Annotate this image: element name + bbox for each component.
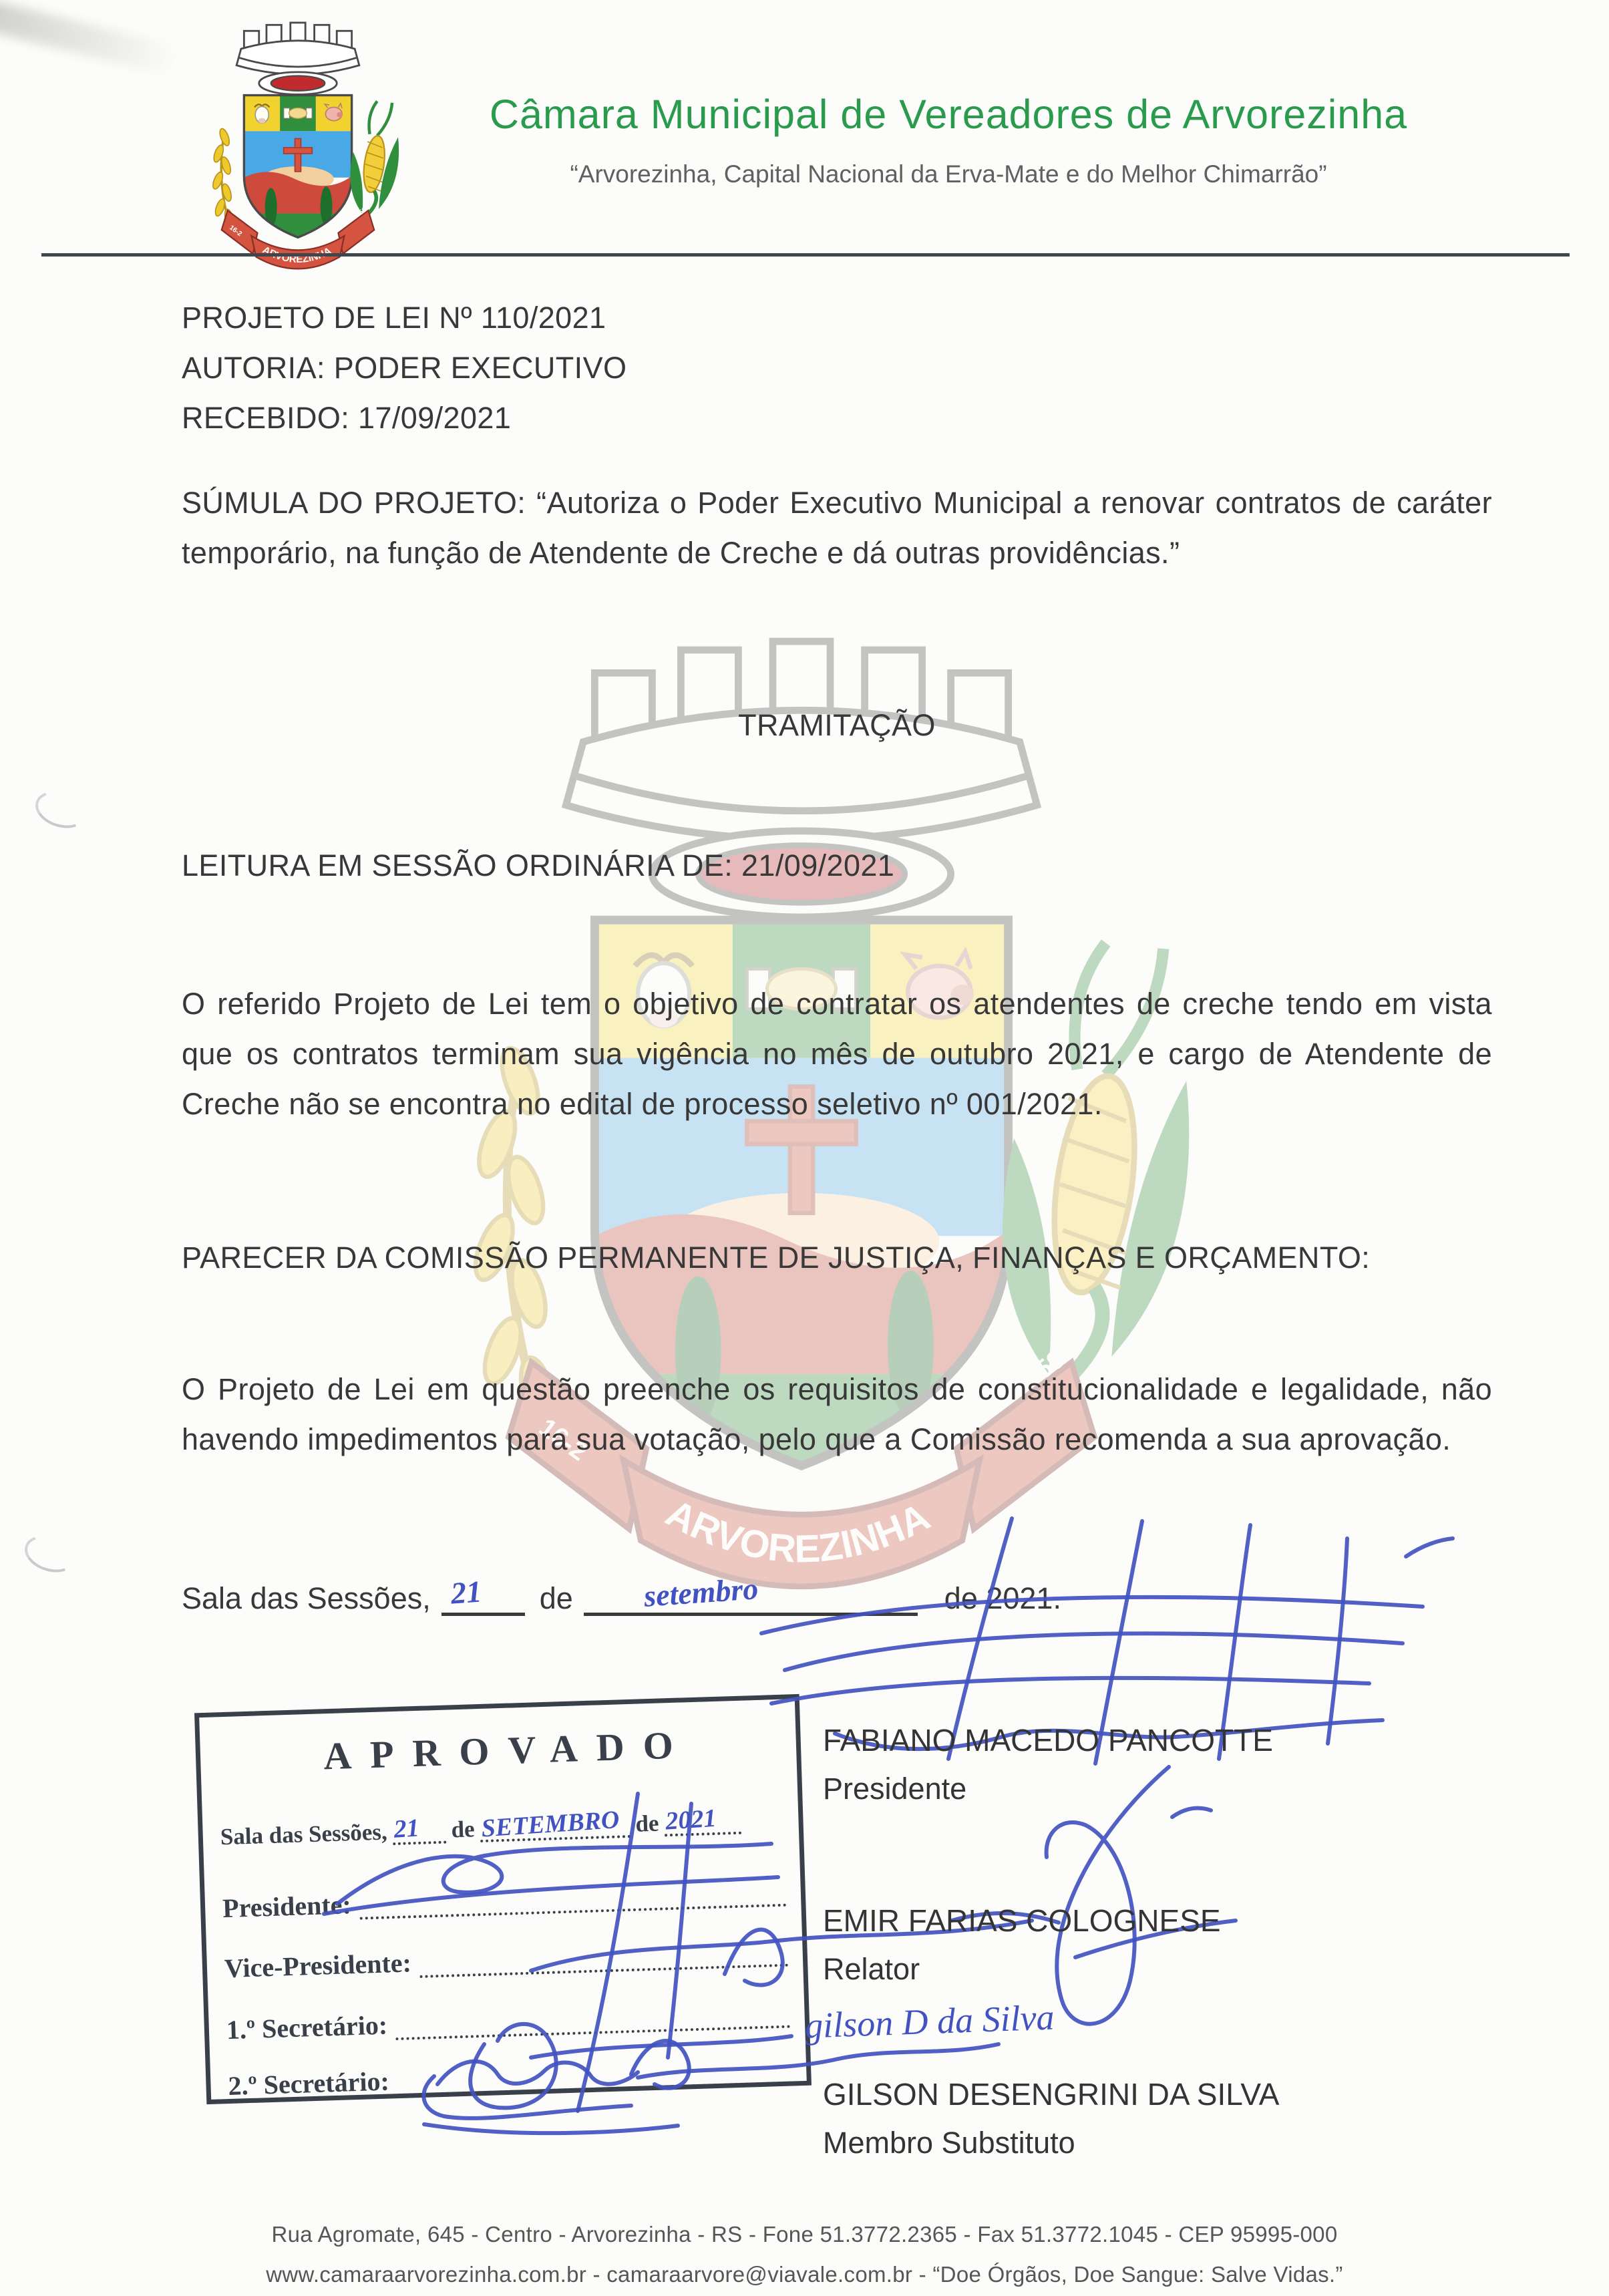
- stamp-role-label: Presidente:: [222, 1889, 352, 1924]
- stamp-month-blank: [480, 1806, 631, 1842]
- authorship-line: AUTORIA: PODER EXECUTIVO: [182, 351, 627, 385]
- handwritten-day: 21: [450, 1574, 483, 1611]
- sala-suffix: de 2021.: [944, 1581, 1061, 1615]
- stamp-date-line: [220, 1801, 784, 1850]
- stamp-role-label: 2.º Secretário:: [227, 2066, 390, 2102]
- tramitacao-heading: TRAMITAÇÃO: [738, 708, 936, 742]
- signature-line: [359, 1874, 787, 1920]
- signature-name-fabiano: FABIANO MACEDO PANCOTTE: [823, 1723, 1273, 1758]
- signature-name-gilson: GILSON DESENGRINI DA SILVA: [823, 2077, 1280, 2112]
- stamp-role-label: Vice-Presidente:: [224, 1947, 412, 1984]
- signature-name-emir: EMIR FARIAS COLOGNESE: [823, 1903, 1221, 1938]
- handwritten-gilson-note: gilson D da Silva: [804, 1997, 1055, 2046]
- stamp-handwritten-month: SETEMBRO: [480, 1805, 620, 1843]
- signature-role-emir: Relator: [823, 1952, 920, 1986]
- objective-paragraph: O referido Projeto de Lei tem o objetivo de contratar os atendentes de creche tendo em vista que os contratos terminam sua vigência no mês de outubro 2021, e cargo de Atendente de Creche não se encontra no edital de processo seletivo nº 001/2021.: [182, 987, 1492, 1121]
- sala-prefix: Sala das Sessões,: [182, 1581, 431, 1615]
- sala-de: de: [539, 1581, 573, 1615]
- sala-das-sessoes-line: [182, 1571, 1061, 1616]
- aprovado-stamp: [194, 1694, 812, 2104]
- scan-smudge: [0, 0, 181, 77]
- signature-line: [397, 2052, 792, 2097]
- header-subtitle: “Arvorezinha, Capital Nacional da Erva-Mate e do Melhor Chimarrão”: [570, 160, 1327, 188]
- handwritten-month: setembro: [643, 1571, 759, 1613]
- signature-role-gilson: Membro Substituto: [823, 2126, 1075, 2160]
- stamp-sala-prefix: Sala das Sessões,: [220, 1818, 388, 1850]
- stamp-year-blank: [664, 1802, 741, 1837]
- leitura-line: LEITURA EM SESSÃO ORDINÁRIA DE: 21/09/2021: [182, 848, 895, 882]
- stamp-row-secretario1: [226, 1996, 790, 2045]
- stamp-handwritten-year: 2021: [665, 1804, 717, 1836]
- header-divider: [41, 253, 1570, 257]
- stamp-de1: de: [451, 1816, 476, 1843]
- stamp-handwritten-day: 21: [393, 1814, 420, 1844]
- footer-address-line: Rua Agromate, 645 - Centro - Arvorezinha - RS - Fone 51.3772.2365 - Fax 51.3772.1045 - CEP 95995-000: [271, 2222, 1338, 2247]
- parecer-heading: PARECER DA COMISSÃO PERMANENTE DE JUSTIÇA, FINANÇAS E ORÇAMENTO:: [182, 1241, 1371, 1275]
- stamp-day-blank: [392, 1812, 446, 1845]
- stamp-de2: de: [635, 1810, 660, 1837]
- stamp-row-secretario2: [228, 2052, 792, 2102]
- signature-line: [395, 1996, 790, 2041]
- coat-of-arms-logo: [186, 17, 410, 272]
- month-blank: [584, 1571, 918, 1616]
- signature-role-fabiano: Presidente: [823, 1772, 967, 1806]
- punch-hole-mark: [31, 785, 91, 834]
- day-blank: [441, 1574, 525, 1616]
- punch-hole-mark: [20, 1529, 80, 1579]
- received-line: RECEBIDO: 17/09/2021: [182, 401, 512, 435]
- header-title: Câmara Municipal de Vereadores de Arvorezinha: [489, 92, 1408, 137]
- stamp-title: APROVADO: [323, 1723, 693, 1778]
- footer-web-line: www.camaraarvorezinha.com.br - camaraarvore@viavale.com.br - “Doe Órgãos, Doe Sangue: Salve Vidas.”: [266, 2262, 1343, 2287]
- stamp-role-label: 1.º Secretário:: [226, 2009, 388, 2045]
- sumula-paragraph: SÚMULA DO PROJETO: “Autoriza o Poder Executivo Municipal a renovar contratos de caráter temporário, na função de Atendente de Creche e dá outras providências.”: [182, 486, 1492, 570]
- stamp-row-vice: [224, 1935, 788, 1984]
- parecer-paragraph: O Projeto de Lei em questão preenche os requisitos de constitucionalidade e legalidade, não havendo impedimentos para sua votação, pelo que a Comissão recomenda a sua aprovação.: [182, 1372, 1492, 1456]
- stamp-row-presidente: [222, 1874, 786, 1924]
- project-number-line: PROJETO DE LEI Nº 110/2021: [182, 301, 606, 335]
- signature-line: [419, 1935, 788, 1978]
